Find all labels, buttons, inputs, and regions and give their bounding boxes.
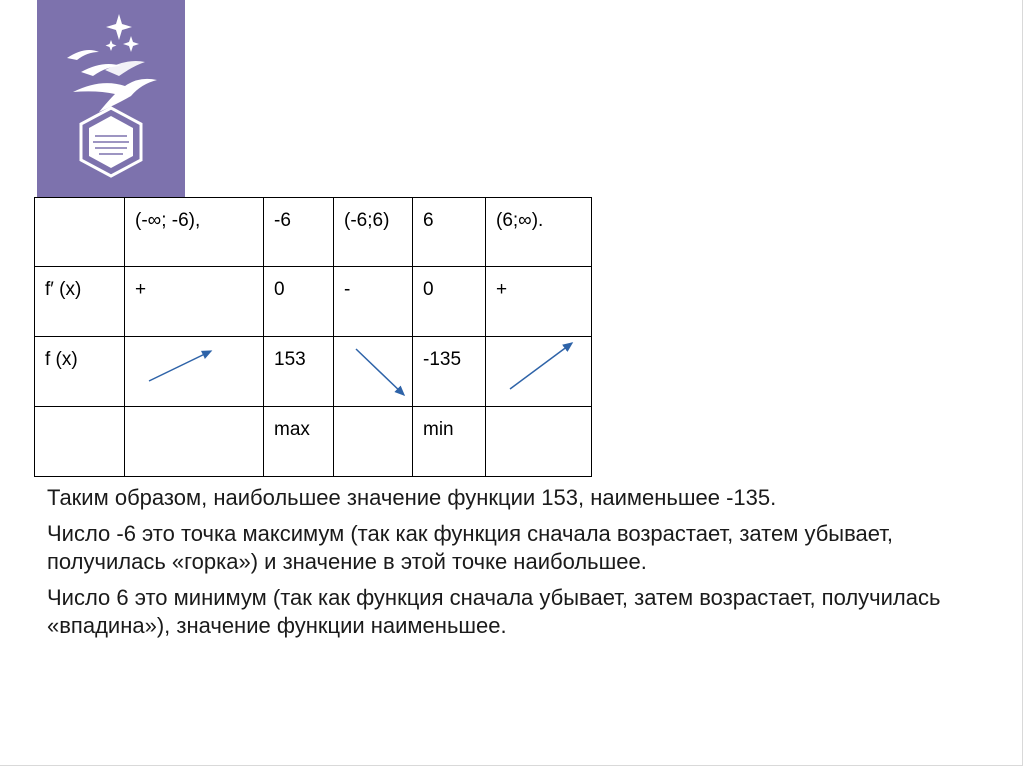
arrow-up-right-icon: [486, 337, 592, 407]
arrow-cell-up-1: [125, 337, 264, 407]
table-cell: 0: [413, 267, 486, 337]
college-logo-icon: [37, 0, 185, 197]
table-cell: -: [334, 267, 413, 337]
table-cell: [334, 407, 413, 477]
table-cell: [125, 407, 264, 477]
table-cell: 153: [264, 337, 334, 407]
table-cell: -6: [264, 198, 334, 267]
table-cell: +: [125, 267, 264, 337]
table-cell: +: [486, 267, 592, 337]
table-cell: [486, 407, 592, 477]
paragraph: Число 6 это минимум (так как функция сначала убывает, затем возрастает, получилась «впадина»), значение функции наименьшее.: [47, 585, 941, 638]
table-cell: (-∞; -6),: [125, 198, 264, 267]
paragraph: Число -6 это точка максимум (так как функция сначала возрастает, затем убывает, получилась «горка») и значение в этой точке наибольшее.: [47, 521, 894, 574]
college-logo: [37, 0, 185, 197]
table-cell: (6;∞).: [486, 198, 592, 267]
table-cell: 6: [413, 198, 486, 267]
arrow-cell-up-2: [486, 337, 592, 407]
table-cell: [35, 198, 125, 267]
table-cell: f (x): [35, 337, 125, 407]
table-cell: max: [264, 407, 334, 477]
table-row-derivative: [35, 267, 592, 337]
table-cell: -135: [413, 337, 486, 407]
table-cell: f′ (x): [35, 267, 125, 337]
table-cell: [35, 407, 125, 477]
table-row-extremum: [35, 407, 592, 477]
conclusion-text: [47, 484, 987, 648]
table-cell: (-6;6): [334, 198, 413, 267]
table-row-intervals: [35, 198, 592, 267]
table-row-function: [35, 337, 592, 407]
arrow-cell-down: [334, 337, 413, 407]
table-cell: 0: [264, 267, 334, 337]
function-study-table: [34, 197, 592, 477]
arrow-up-right-icon: [125, 337, 264, 407]
paragraph: Таким образом, наибольшее значение функции 153, наименьшее -135.: [47, 485, 777, 510]
arrow-down-right-icon: [334, 337, 413, 407]
table-cell: min: [413, 407, 486, 477]
